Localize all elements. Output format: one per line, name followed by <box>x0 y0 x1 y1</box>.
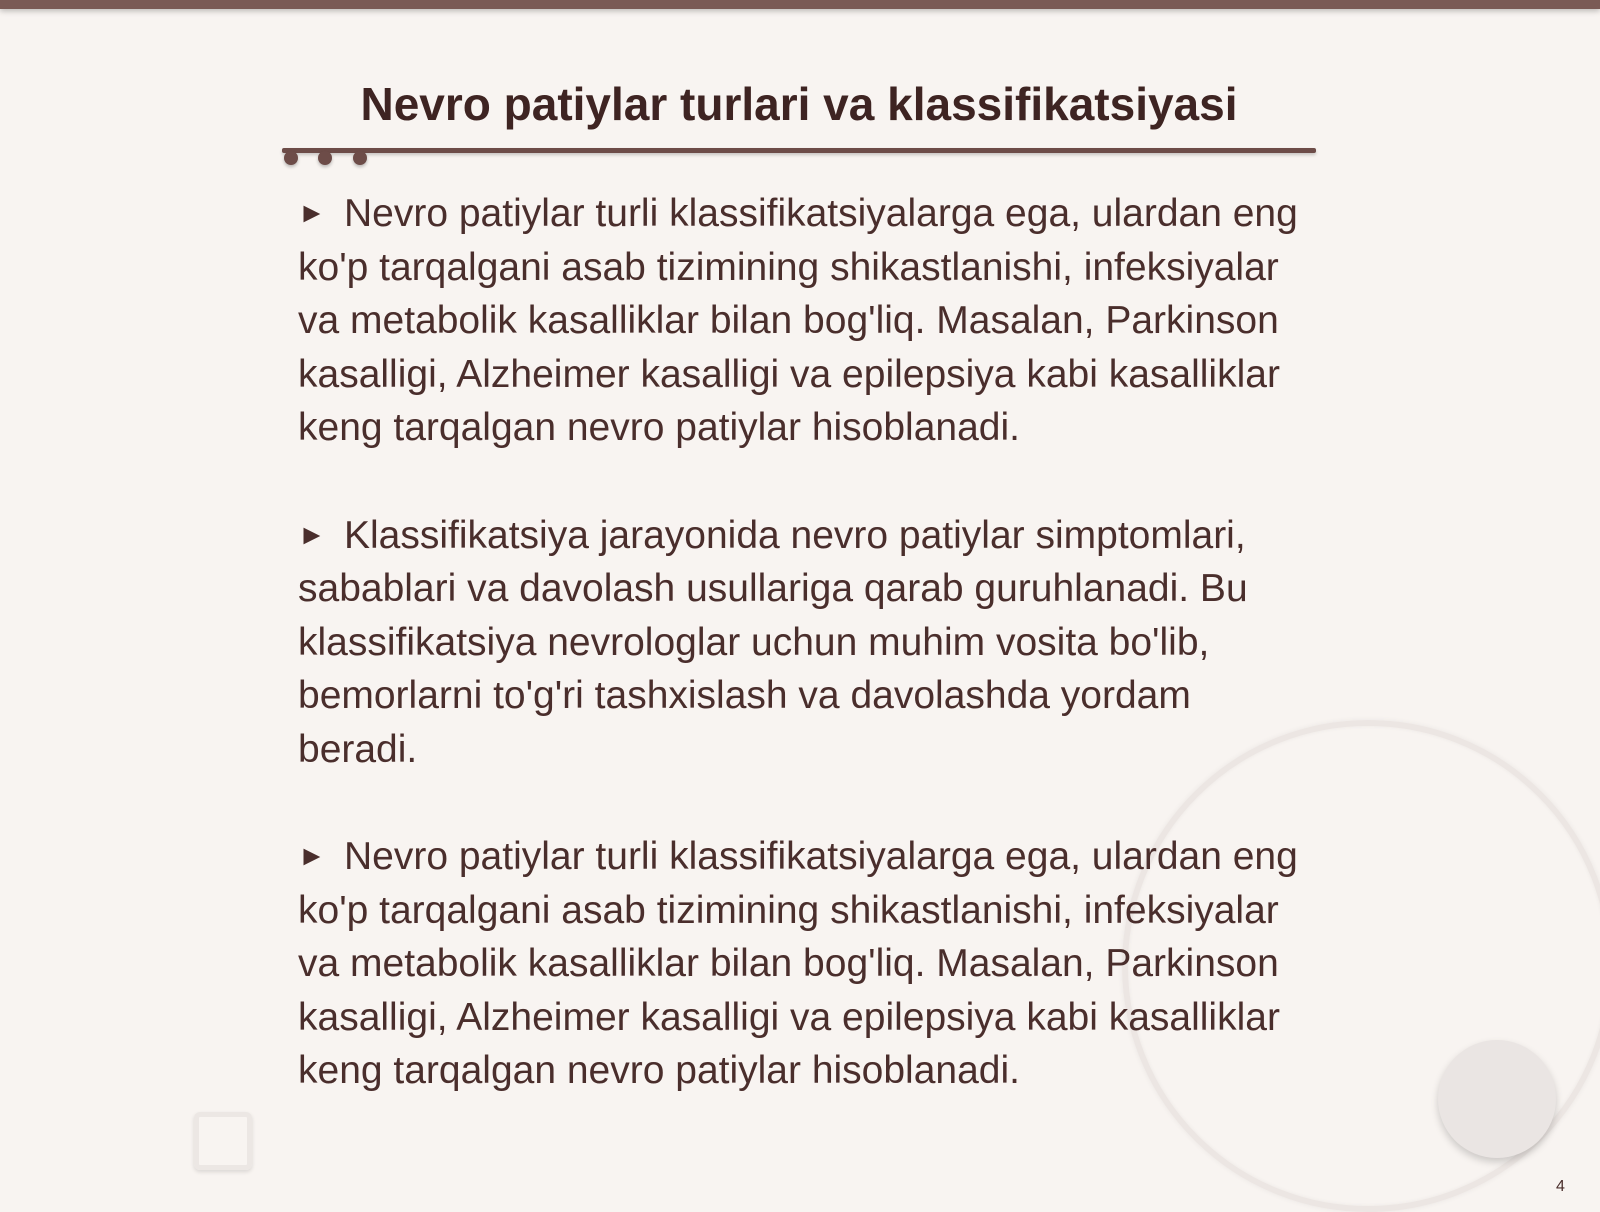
decorative-square <box>194 1112 252 1170</box>
page-number: 4 <box>1556 1178 1565 1195</box>
bullet-text: Nevro patiylar turli klassifikatsiyalarga ega, ulardan eng ko'p tarqalgani asab tizimining shikastlanishi, infeksiyalar va metabolik kasalliklar bilan bog'liq. Masalan, Parkinson kasalligi, Alzheimer kasalligi va epilepsiya kabi kasalliklar keng tarqalgan nevro patiylar hisoblanadi. <box>298 192 1298 449</box>
bullet-paragraph-1 <box>298 186 1308 455</box>
slide-title: Nevro patiylar turlari va klassifikatsiyasi <box>360 78 1238 130</box>
underline-dot-3 <box>353 151 367 165</box>
bullet-paragraph-3 <box>298 829 1308 1098</box>
underline-dot-2 <box>318 151 332 165</box>
bullet-paragraph-2 <box>298 508 1308 777</box>
bullet-text: Nevro patiylar turli klassifikatsiyalarga ega, ulardan eng ko'p tarqalgani asab tizimining shikastlanishi, infeksiyalar va metabolik kasalliklar bilan bog'liq. Masalan, Parkinson kasalligi, Alzheimer kasalligi va epilepsiya kabi kasalliklar keng tarqalgan nevro patiylar hisoblanadi. <box>298 835 1298 1092</box>
slide-content <box>298 186 1308 1151</box>
title-underline <box>282 148 1316 153</box>
bullet-arrow-icon: ► <box>298 518 326 550</box>
underline-dot-1 <box>284 151 298 165</box>
bullet-arrow-icon: ► <box>298 197 326 228</box>
bullet-text: Klassifikatsiya jarayonida nevro patiylar simptomlari, sabablari va davolash usullariga qarab guruhlanadi. Bu klassifikatsiya nevrologlar uchun muhim vosita bo'lib, bemorlarni to'g'ri tashxislash va davolashda yordam beradi. <box>298 513 1248 771</box>
decorative-circle-filled <box>1438 1040 1556 1158</box>
bullet-arrow-icon: ► <box>298 840 326 871</box>
top-band <box>0 0 1600 9</box>
